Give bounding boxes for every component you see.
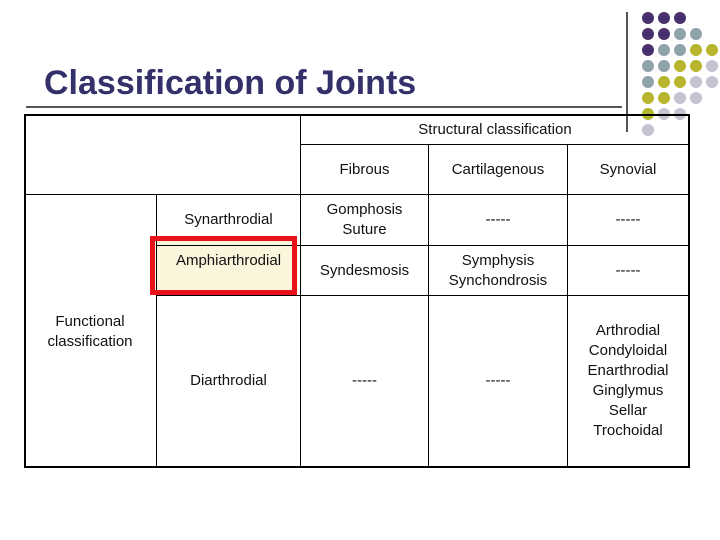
- row-label-synarthrodial: Synarthrodial: [184, 211, 273, 228]
- dot: [674, 92, 686, 104]
- dot: [658, 44, 670, 56]
- dot: [642, 44, 654, 56]
- row-label-diarthrodial: Diarthrodial: [190, 372, 267, 389]
- classification-table: [24, 114, 690, 468]
- dot: [658, 60, 670, 72]
- dot: [690, 28, 702, 40]
- column-header-synovial: Synovial: [599, 160, 657, 178]
- table-border-left: [24, 114, 26, 468]
- slide-title: Classification of Joints: [44, 64, 417, 102]
- dot: [642, 76, 654, 88]
- dot: [690, 44, 702, 56]
- column-header-fibrous: Fibrous: [339, 160, 390, 178]
- dot: [642, 92, 654, 104]
- table-cell: -----: [615, 261, 641, 279]
- column-header-cartilagenous: Cartilagenous: [451, 160, 545, 178]
- dot: [674, 28, 686, 40]
- table-cell: -----: [485, 372, 511, 389]
- dot: [706, 76, 718, 88]
- table-cell: Syndesmosis: [319, 261, 410, 279]
- dot: [658, 92, 670, 104]
- table-cell: -----: [485, 211, 511, 228]
- functional-classification-header: Functional classification: [47, 313, 133, 350]
- dot: [690, 76, 702, 88]
- dot: [642, 60, 654, 72]
- dot: [706, 44, 718, 56]
- dot: [674, 76, 686, 88]
- structural-classification-header: Structural classification: [418, 121, 572, 138]
- table-border-right: [688, 114, 690, 468]
- table-cell: Gomphosis Suture: [326, 201, 403, 238]
- dot: [642, 12, 654, 24]
- dot: [658, 12, 670, 24]
- dot: [674, 44, 686, 56]
- dot: [658, 76, 670, 88]
- table-cell: -----: [352, 372, 377, 389]
- dot: [690, 92, 702, 104]
- row-label-amphiarthrodial: Amphiarthrodial: [175, 252, 282, 269]
- dot: [642, 28, 654, 40]
- dot: [674, 60, 686, 72]
- dot: [658, 28, 670, 40]
- highlight-box: [150, 236, 297, 295]
- dot: [706, 60, 718, 72]
- table-border-bottom: [24, 466, 690, 468]
- table-cell: -----: [615, 211, 641, 228]
- table-cell: Arthrodial Condyloidal Enarthrodial Ginglymus Sellar Trochoidal: [587, 322, 669, 439]
- table-cell: Symphysis Synchondrosis: [448, 251, 548, 289]
- dot: [674, 12, 686, 24]
- title-underline: [26, 106, 622, 108]
- dot: [690, 60, 702, 72]
